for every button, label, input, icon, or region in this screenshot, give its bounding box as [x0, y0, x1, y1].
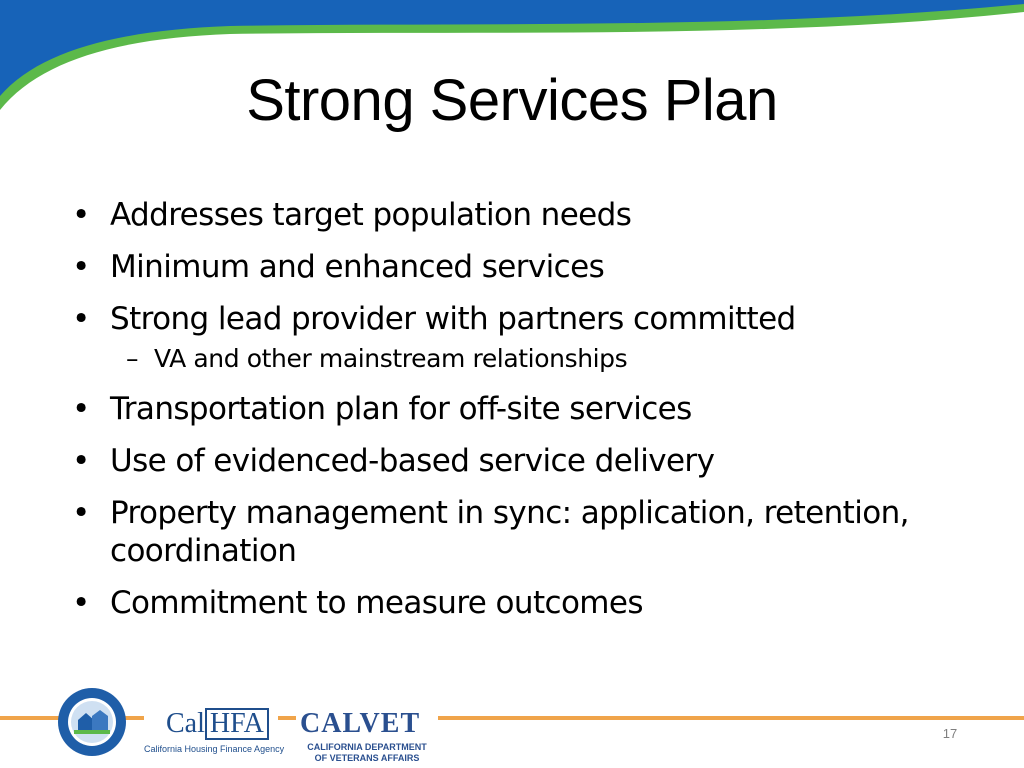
bullet-marker: • — [72, 391, 90, 427]
sub-bullet-marker: – — [126, 344, 139, 373]
calhfa-tagline: California Housing Finance Agency — [144, 744, 285, 754]
calhfa-logo — [144, 700, 285, 762]
bullet-text: Use of evidenced-based service delivery — [110, 443, 715, 479]
bullet-marker: • — [72, 585, 90, 621]
calhfa-wordmark — [166, 708, 269, 740]
bullet-text: Commitment to measure outcomes — [110, 585, 643, 621]
bullet-item — [72, 494, 972, 570]
housing-community-seal-logo — [56, 686, 128, 758]
bullet-marker: • — [72, 197, 90, 233]
page-number: 17 — [942, 726, 958, 741]
bullet-text: Minimum and enhanced services — [110, 249, 605, 285]
calvet-tagline-2: OF VETERANS AFFAIRS — [314, 753, 420, 763]
bullet-item — [72, 584, 972, 622]
bullet-marker: • — [72, 249, 90, 285]
bullet-text: Strong lead provider with partners committed — [110, 301, 796, 337]
bullet-text: Transportation plan for off-site services — [110, 391, 692, 427]
bullet-item — [72, 300, 972, 338]
bullet-item — [72, 390, 972, 428]
calvet-logo — [296, 706, 438, 762]
bullet-marker: • — [72, 443, 90, 479]
calhfa-wordmark-left: Cal — [166, 708, 205, 739]
bullet-item — [72, 248, 972, 286]
bullet-marker: • — [72, 495, 90, 531]
calvet-wordmark: CALVET — [300, 708, 421, 739]
sub-bullet-item — [72, 342, 972, 376]
bullet-item — [72, 196, 972, 234]
bullet-list — [72, 196, 972, 636]
bullet-marker: • — [72, 301, 90, 337]
sub-bullet-text: VA and other mainstream relationships — [154, 344, 628, 373]
bullet-item — [72, 442, 972, 480]
slide-title: Strong Services Plan — [246, 68, 778, 133]
calvet-tagline-1: CALIFORNIA DEPARTMENT — [307, 742, 427, 752]
bullet-text: Property management in sync: application, retention, coordination — [110, 495, 909, 569]
calhfa-wordmark-box: HFA — [205, 708, 269, 740]
bullet-text: Addresses target population needs — [110, 197, 632, 233]
